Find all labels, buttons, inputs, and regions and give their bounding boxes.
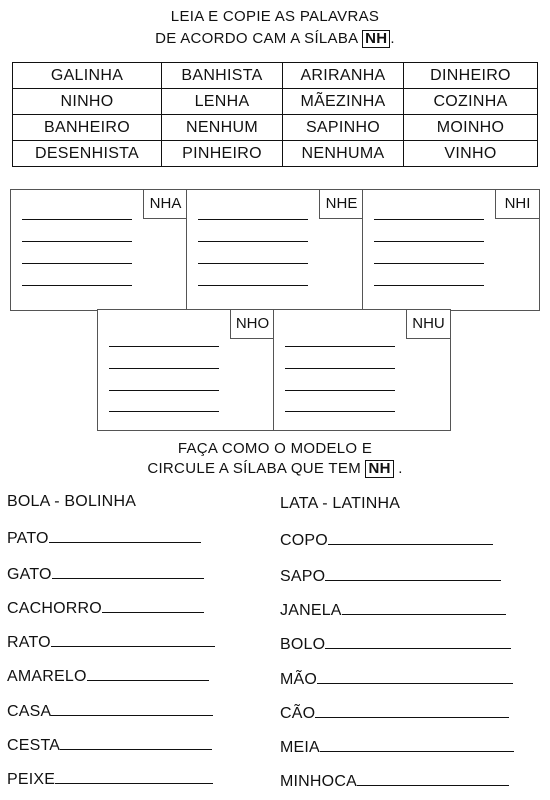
writing-line[interactable] xyxy=(198,219,308,220)
instruction-text-2: CIRCULE A SÍLABA QUE TEM xyxy=(147,460,361,477)
table-row xyxy=(13,63,538,89)
table-cell: DINHEIRO xyxy=(404,63,538,89)
table-cell: DESENHISTA xyxy=(13,141,162,167)
answer-line[interactable] xyxy=(87,666,209,681)
answer-line[interactable] xyxy=(52,564,204,579)
example-right: LATA - LATINHA xyxy=(280,495,401,512)
exercise-item xyxy=(280,771,509,791)
writing-line[interactable] xyxy=(22,285,132,286)
exercise-item xyxy=(7,564,204,584)
instruction-line-2 xyxy=(0,460,550,478)
answer-line[interactable] xyxy=(325,566,501,581)
title-line-1: LEIA E COPIE AS PALAVRAS xyxy=(170,8,380,25)
writing-line[interactable] xyxy=(109,411,219,412)
answer-line[interactable] xyxy=(60,735,212,750)
exercise-word: CÃO xyxy=(280,705,316,722)
exercise-item xyxy=(280,634,511,654)
writing-line[interactable] xyxy=(198,241,308,242)
exercise-word: PEIXE xyxy=(7,771,56,788)
instruction-period: . xyxy=(398,460,403,477)
exercise-item xyxy=(280,600,506,620)
exercise-item xyxy=(7,632,215,652)
exercise-item xyxy=(280,737,514,757)
copy-box-nhi xyxy=(362,189,540,311)
table-cell: BANHISTA xyxy=(162,63,283,89)
copy-box-label: NHA xyxy=(143,189,188,219)
table-cell: LENHA xyxy=(162,89,283,115)
exercise-word: BOLO xyxy=(280,636,326,653)
writing-line[interactable] xyxy=(285,411,395,412)
answer-line[interactable] xyxy=(342,600,506,615)
word-table xyxy=(12,62,538,167)
answer-line[interactable] xyxy=(317,669,513,684)
copy-box-label: NHU xyxy=(406,309,451,339)
exercise-word: SAPO xyxy=(280,568,326,585)
title-line-2: DE ACORDO CAM A SÍLABA xyxy=(155,30,358,47)
table-cell: NENHUM xyxy=(162,115,283,141)
answer-line[interactable] xyxy=(315,703,509,718)
writing-line[interactable] xyxy=(285,390,395,391)
exercise-word: GATO xyxy=(7,566,52,583)
copy-box-label: NHI xyxy=(495,189,540,219)
writing-line[interactable] xyxy=(374,241,484,242)
copy-box-label: NHE xyxy=(319,189,364,219)
exercise-item xyxy=(7,528,201,548)
exercise-item xyxy=(7,735,212,755)
writing-line[interactable] xyxy=(374,285,484,286)
table-cell: NINHO xyxy=(13,89,162,115)
instruction-line-1 xyxy=(0,440,550,457)
exercise-item xyxy=(280,530,493,550)
worksheet-subtitle xyxy=(0,30,550,48)
syllable-box: NH xyxy=(362,30,390,48)
exercise-item xyxy=(280,703,509,723)
answer-line[interactable] xyxy=(102,598,204,613)
table-cell: BANHEIRO xyxy=(13,115,162,141)
table-cell: NENHUMA xyxy=(283,141,404,167)
worksheet-title xyxy=(0,8,550,25)
answer-line[interactable] xyxy=(357,771,509,786)
exercise-item xyxy=(280,669,513,689)
exercise-word: RATO xyxy=(7,634,51,651)
exercise-word: CESTA xyxy=(7,737,61,754)
answer-line[interactable] xyxy=(55,769,213,784)
writing-line[interactable] xyxy=(374,219,484,220)
exercise-word: CACHORRO xyxy=(7,600,102,617)
table-cell: ARIRANHA xyxy=(283,63,404,89)
table-cell: MOINHO xyxy=(404,115,538,141)
table-row xyxy=(13,89,538,115)
writing-line[interactable] xyxy=(198,285,308,286)
exercise-item xyxy=(7,598,204,618)
title-period: . xyxy=(390,30,395,47)
answer-line[interactable] xyxy=(328,530,493,545)
syllable-box: NH xyxy=(365,460,393,478)
exercise-word: MEIA xyxy=(280,739,320,756)
copy-box-nha xyxy=(10,189,188,311)
table-cell: GALINHA xyxy=(13,63,162,89)
exercise-word: MÃO xyxy=(280,671,318,688)
writing-line[interactable] xyxy=(285,346,395,347)
answer-line[interactable] xyxy=(51,632,215,647)
writing-line[interactable] xyxy=(374,263,484,264)
table-cell: PINHEIRO xyxy=(162,141,283,167)
answer-line[interactable] xyxy=(49,528,201,543)
instruction-text-1: FAÇA COMO O MODELO E xyxy=(177,440,373,457)
copy-box-label: NHO xyxy=(230,309,275,339)
table-cell: SAPINHO xyxy=(283,115,404,141)
exercise-word: CASA xyxy=(7,703,52,720)
exercise-word: AMARELO xyxy=(7,668,87,685)
copy-box-nhe xyxy=(186,189,364,311)
table-row xyxy=(13,115,538,141)
writing-line[interactable] xyxy=(109,368,219,369)
writing-line[interactable] xyxy=(22,263,132,264)
table-cell: COZINHA xyxy=(404,89,538,115)
exercise-item xyxy=(7,666,209,686)
exercise-word: JANELA xyxy=(280,602,342,619)
table-cell: MÃEZINHA xyxy=(283,89,404,115)
copy-box-nhu xyxy=(273,309,451,431)
exercise-item xyxy=(280,566,501,586)
writing-line[interactable] xyxy=(109,346,219,347)
table-row xyxy=(13,141,538,167)
exercise-item xyxy=(7,769,213,789)
exercise-word: COPO xyxy=(280,532,328,549)
writing-line[interactable] xyxy=(285,368,395,369)
writing-line[interactable] xyxy=(198,263,308,264)
table-cell: VINHO xyxy=(404,141,538,167)
exercise-word: MINHOCA xyxy=(280,773,357,790)
answer-line[interactable] xyxy=(325,634,511,649)
answer-line[interactable] xyxy=(320,737,514,752)
copy-box-nho xyxy=(97,309,275,431)
writing-line[interactable] xyxy=(22,241,132,242)
exercise-item xyxy=(7,701,213,721)
writing-line[interactable] xyxy=(109,390,219,391)
exercise-word: PATO xyxy=(7,530,49,547)
example-left: BOLA - BOLINHA xyxy=(7,493,137,510)
answer-line[interactable] xyxy=(51,701,213,716)
writing-line[interactable] xyxy=(22,219,132,220)
